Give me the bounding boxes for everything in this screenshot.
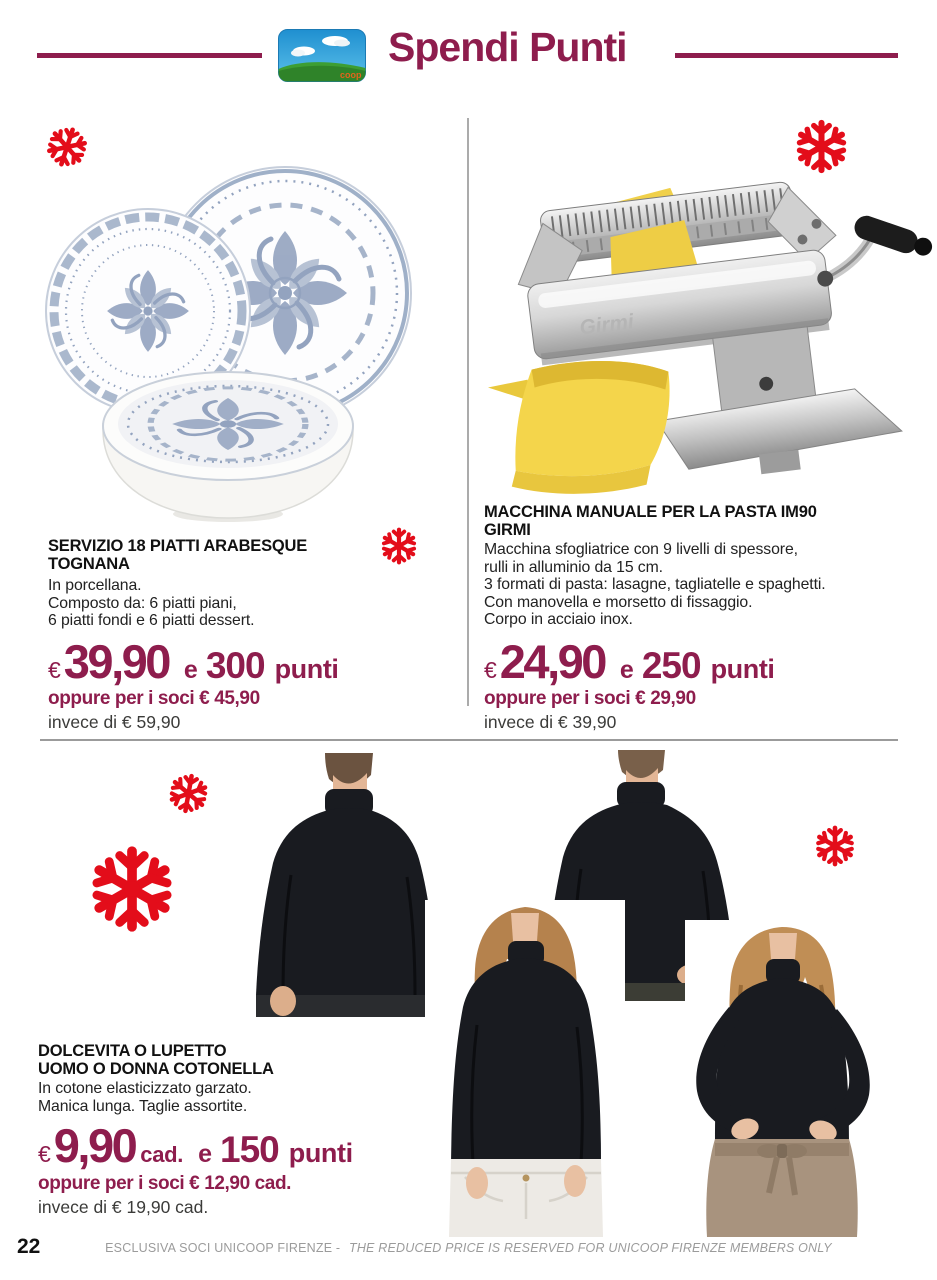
description-line: Macchina sfogliatrice con 9 livelli di spessore, <box>484 541 798 558</box>
product-title-line: TOGNANA <box>48 554 130 573</box>
price-amount: 39,90 <box>63 635 169 688</box>
description-line: rulli in alluminio da 15 cm. <box>484 558 663 576</box>
description-line: In cotone elasticizzato garzato. <box>38 1080 252 1097</box>
member-price: oppure per i soci € 45,90 <box>48 688 260 709</box>
product-plates <box>48 538 448 738</box>
machine-brand-etching: Girmi <box>578 310 635 340</box>
old-price: invece di € 39,90 <box>484 712 617 732</box>
member-price: oppure per i soci € 12,90 cad. <box>38 1173 292 1194</box>
old-price: invece di € 19,90 cad. <box>38 1197 209 1217</box>
crank-handle <box>810 204 934 287</box>
points-conjunction: e <box>183 656 198 684</box>
section-divider <box>40 739 898 741</box>
snowflake-icon <box>165 770 212 817</box>
pasta-sheet-bottom <box>488 361 670 494</box>
product-title <box>38 1043 458 1078</box>
unicoop-card-logo <box>278 29 366 82</box>
footer-disclaimer-italic: THE REDUCED PRICE IS RESERVED FOR UNICOOP FIRENZE MEMBERS ONLY <box>348 1241 832 1255</box>
page-title: Spendi Punti <box>388 24 627 70</box>
old-price: invece di € 59,90 <box>48 712 181 732</box>
description-line: Corpo in acciaio inox. <box>484 611 633 628</box>
product-title-line: UOMO O DONNA COTONELLA <box>38 1059 274 1078</box>
product-image-pasta-machine <box>486 162 934 504</box>
bowl <box>103 372 353 522</box>
price <box>48 635 339 688</box>
currency-symbol: € <box>38 1141 51 1167</box>
product-description <box>38 1080 252 1115</box>
points-value: 250 <box>641 645 701 686</box>
currency-symbol: € <box>48 657 61 683</box>
column-divider <box>467 118 469 706</box>
price <box>484 635 775 688</box>
header-rule-left <box>37 53 262 58</box>
snowflake-icon <box>88 845 176 933</box>
product-description <box>484 541 826 629</box>
page-number: 22 <box>17 1235 41 1258</box>
price-unit: cad. <box>140 1142 184 1167</box>
header-rule-right <box>675 53 898 58</box>
product-pasta-machine <box>484 504 924 739</box>
footer-disclaimer-regular: ESCLUSIVA SOCI UNICOOP FIRENZE - <box>105 1241 341 1255</box>
model-man-1 <box>256 753 437 1017</box>
description-line: Manica lunga. Taglie assortite. <box>38 1097 248 1115</box>
footer-disclaimer <box>0 1241 937 1255</box>
description-line: In porcellana. <box>48 577 142 594</box>
product-description <box>48 577 254 630</box>
points-label: punti <box>710 654 775 684</box>
product-title-line: DOLCEVITA O LUPETTO <box>38 1042 227 1060</box>
price <box>38 1119 353 1172</box>
product-title <box>484 504 924 539</box>
currency-symbol: € <box>484 657 497 683</box>
product-title <box>48 538 448 573</box>
model-woman-2 <box>685 920 925 1237</box>
points-label: punti <box>274 654 339 684</box>
description-line: Con manovella e morsetto di fissaggio. <box>484 593 753 611</box>
product-title-line: MACCHINA MANUALE PER LA PASTA IM90 <box>484 503 817 521</box>
description-line: 3 formati di pasta: lasagne, tagliatelle e spaghetti. <box>484 576 826 593</box>
points-conjunction: e <box>198 1140 213 1168</box>
product-title-line: SERVIZIO 18 PIATTI ARABESQUE <box>48 537 308 555</box>
price-amount: 9,90 <box>53 1119 136 1172</box>
product-title-line: GIRMI <box>484 520 531 539</box>
points-label: punti <box>288 1138 353 1168</box>
price-amount: 24,90 <box>499 635 605 688</box>
member-price: oppure per i soci € 29,90 <box>484 688 696 709</box>
logo-text: coop <box>340 70 362 80</box>
description-line: 6 piatti fondi e 6 piatti dessert. <box>48 612 255 629</box>
points-value: 300 <box>205 645 265 686</box>
points-conjunction: e <box>619 656 634 684</box>
description-line: Composto da: 6 piatti piani, <box>48 594 237 612</box>
product-turtleneck <box>38 1043 458 1228</box>
points-value: 150 <box>220 1129 279 1170</box>
